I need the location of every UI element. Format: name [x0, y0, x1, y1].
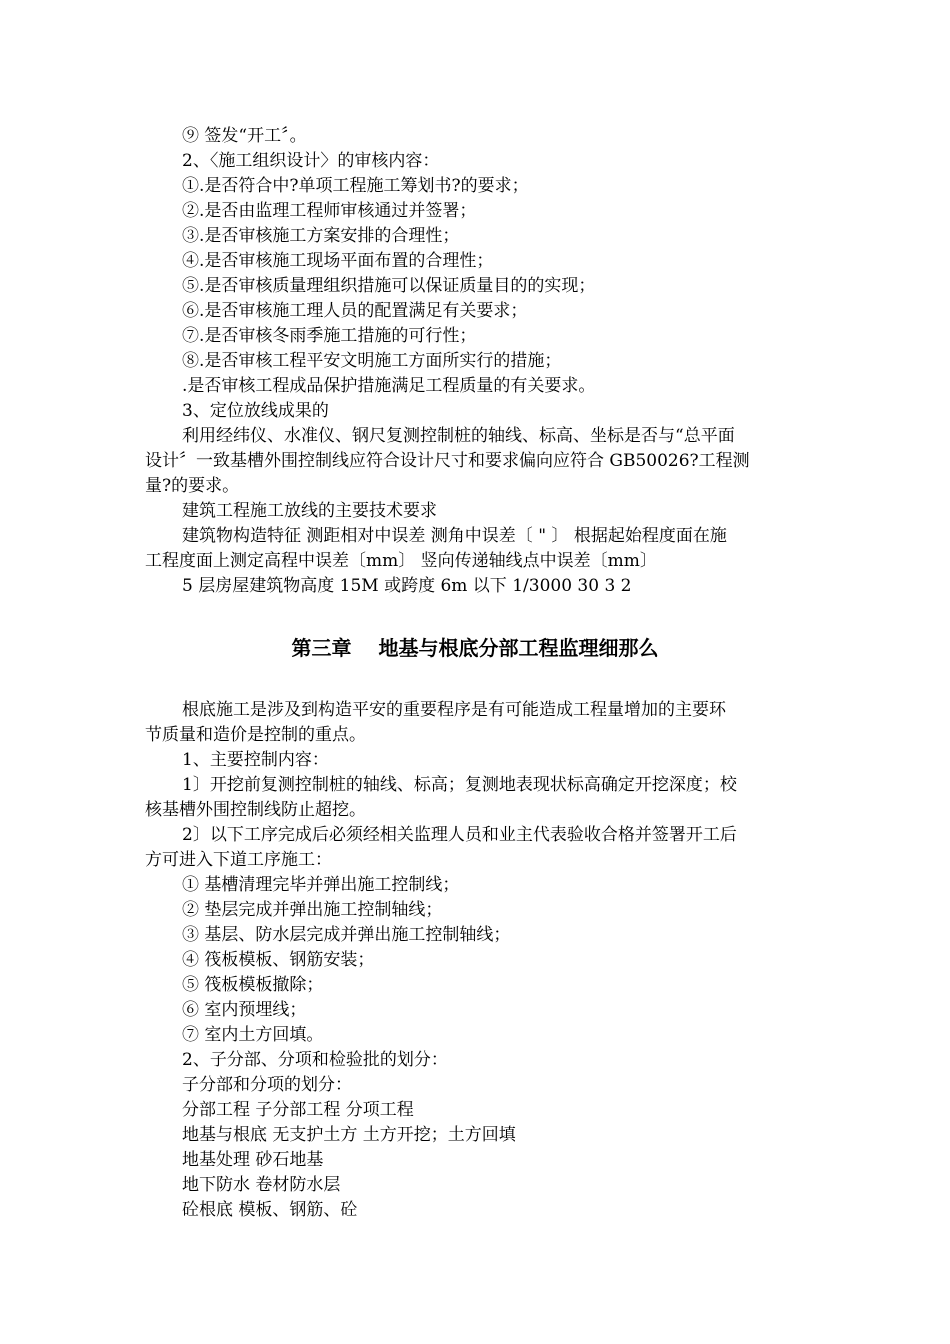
paragraph: 1、主要控制内容： [182, 750, 329, 770]
paragraph: 2、〈施工组织设计〉的审核内容： [182, 151, 440, 171]
table-row: 地基与根底 无支护土方 土方开挖；土方回填 [182, 1125, 516, 1145]
paragraph-line: 核基槽外围控制线防止超挖。 [145, 800, 366, 820]
list-item: ⑤.是否审核质量理组织措施可以保证质量目的的实现； [182, 276, 596, 296]
paragraph: 5 层房屋建筑物高度 15M 或跨度 6m 以下 1/3000 30 3 2 [182, 576, 632, 596]
list-item: ② 垫层完成并弹出施工控制轴线； [182, 900, 443, 920]
paragraph: 3、定位放线成果的 [182, 401, 329, 421]
list-item: ②.是否由监理工程师审核通过并签署； [182, 201, 477, 221]
table-row: 砼根底 模板、钢筋、砼 [182, 1200, 358, 1220]
paragraph-line: 建筑物构造特征 测距相对中误差 测角中误差〔 " 〕 根据起始程度面在施 [182, 526, 727, 546]
paragraph-line: 1〕开挖前复测控制桩的轴线、标高；复测地表现状标高确定开挖深度；校 [182, 775, 737, 795]
chapter-title: 第三章 地基与根底分部工程监理细那么 [291, 636, 659, 660]
table-row: 地下防水 卷材防水层 [182, 1175, 341, 1195]
list-item: ⑦ 室内土方回填。 [182, 1025, 324, 1045]
list-item: .是否审核工程成品保护措施满足工程质量的有关要求。 [182, 376, 596, 396]
list-item: ④.是否审核施工现场平面布置的合理性； [182, 251, 494, 271]
list-item: ①.是否符合中?单项工程施工筹划书?的要求； [182, 176, 529, 196]
list-item: ⑤ 筏板模板撤除； [182, 975, 324, 995]
table-row: 地基处理 砂石地基 [182, 1150, 324, 1170]
paragraph-line: 工程度面上测定高程中误差〔mm〕 竖向传递轴线点中误差〔mm〕 [145, 551, 657, 571]
list-item: ⑥ 室内预埋线； [182, 1000, 307, 1020]
paragraph-line: 量?的要求。 [145, 476, 240, 496]
paragraph-line: 利用经纬仪、水准仪、钢尺复测控制桩的轴线、标高、坐标是否与“总平面 [182, 426, 735, 446]
paragraph-line: 设计〞一致基槽外围控制线应符合设计尺寸和要求偏向应符合 GB50026?工程测 [145, 451, 750, 471]
paragraph: 建筑工程施工放线的主要技术要求 [182, 501, 437, 521]
paragraph: ⑨ 签发“开工〞。 [182, 126, 307, 146]
list-item: ③ 基层、防水层完成并弹出施工控制轴线； [182, 925, 511, 945]
list-item: ④ 筏板模板、钢筋安装； [182, 950, 375, 970]
paragraph-line: 方可进入下道工序施工： [145, 850, 332, 870]
paragraph-line: 节质量和造价是控制的重点。 [145, 725, 366, 745]
paragraph-line: 2〕以下工序完成后必须经相关监理人员和业主代表验收合格并签署开工后 [182, 825, 737, 845]
list-item: ③.是否审核施工方案安排的合理性； [182, 226, 460, 246]
list-item: ⑧.是否审核工程平安文明施工方面所实行的措施； [182, 351, 562, 371]
paragraph: 2、子分部、分项和检验批的划分： [182, 1050, 448, 1070]
paragraph-line: 根底施工是涉及到构造平安的重要程序是有可能造成工程量增加的主要环 [182, 700, 726, 720]
list-item: ⑥.是否审核施工理人员的配置满足有关要求； [182, 301, 528, 321]
table-row: 分部工程 子分部工程 分项工程 [182, 1100, 414, 1120]
list-item: ① 基槽清理完毕并弹出施工控制线； [182, 875, 460, 895]
list-item: ⑦.是否审核冬雨季施工措施的可行性； [182, 326, 477, 346]
paragraph: 子分部和分项的划分： [182, 1075, 352, 1095]
